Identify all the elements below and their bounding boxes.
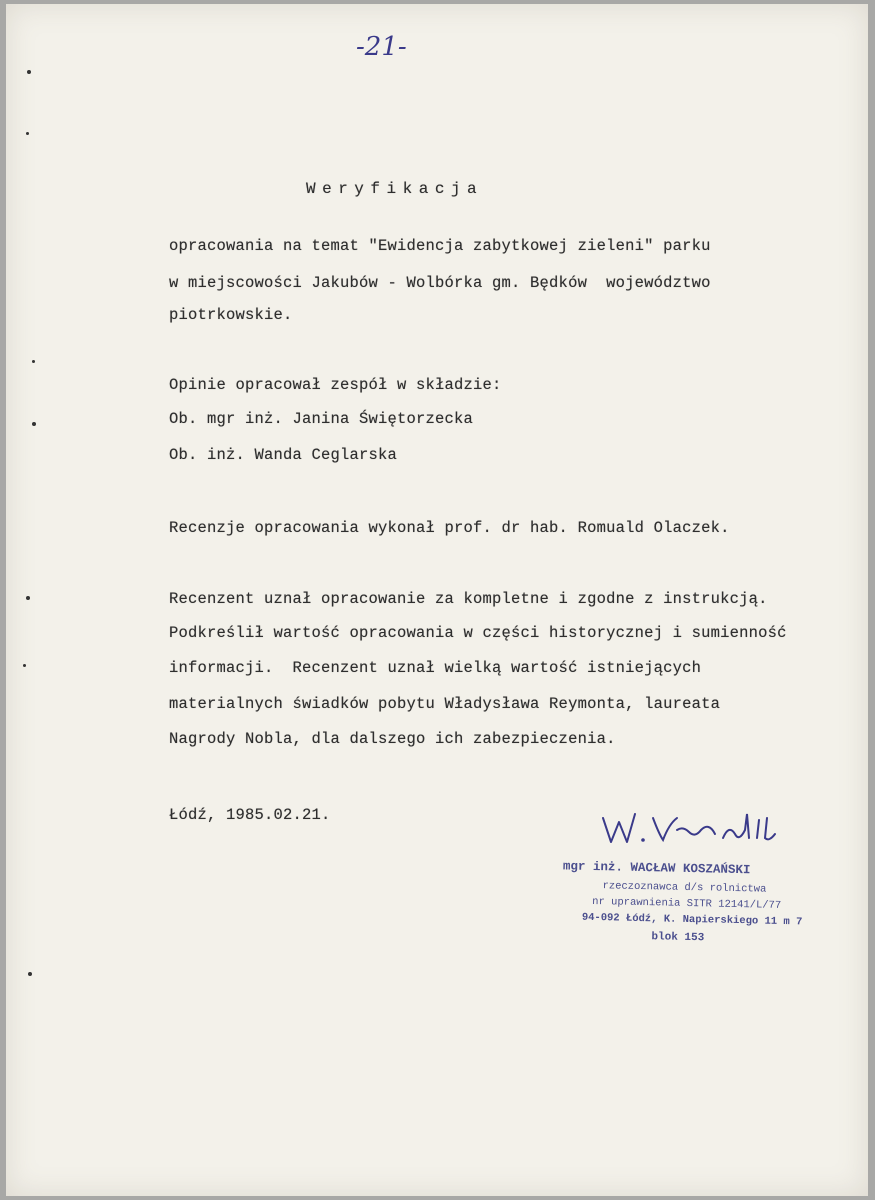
assessment-line-1: Recenzent uznał opracowanie za kompletne i zgodne z instrukcją. <box>169 590 768 608</box>
intro-line-2: w miejscowości Jakubów - Wolbórka gm. Będków województwo <box>169 274 711 292</box>
team-line-1: Opinie opracował zespół w składzie: <box>169 376 502 394</box>
document-page <box>6 4 868 1196</box>
margin-mark <box>26 596 30 600</box>
margin-mark <box>32 422 36 426</box>
stamp-block: blok 153 <box>651 931 705 945</box>
assessment-line-4: materialnych świadków pobytu Władysława Reymonta, laureata <box>169 695 721 713</box>
document-title: Weryfikacja <box>306 180 484 198</box>
assessment-line-5: Nagrody Nobla, dla dalszego ich zabezpieczenia. <box>169 730 616 748</box>
stamp-role: rzeczoznawca d/s rolnictwa <box>602 880 767 896</box>
margin-mark <box>27 70 31 74</box>
assessment-line-3: informacji. Recenzent uznał wielką wartość istniejących <box>169 659 702 677</box>
stamp-name: mgr inż. WACŁAW KOSZAŃSKI <box>562 859 751 878</box>
page-number: -21- <box>356 32 407 62</box>
margin-mark <box>32 360 35 363</box>
margin-mark <box>26 132 29 135</box>
margin-mark <box>28 972 32 976</box>
assessment-line-2: Podkreślił wartość opracowania w części historycznej i sumienność <box>169 624 787 642</box>
stamp-address: 94-092 Łódź, K. Napierskiego 11 m 7 <box>581 911 803 929</box>
stamp-license: nr uprawnienia SITR 12141/L/77 <box>592 895 782 912</box>
margin-mark <box>23 664 26 667</box>
place-date: Łódź, 1985.02.21. <box>169 806 331 824</box>
review-line: Recenzje opracowania wykonał prof. dr hab. Romuald Olaczek. <box>169 519 730 537</box>
intro-line-3: piotrkowskie. <box>169 306 293 324</box>
team-line-3: Ob. inż. Wanda Ceglarska <box>169 446 398 464</box>
signature <box>599 804 789 854</box>
intro-line-1: opracowania na temat "Ewidencja zabytkowej zieleni" parku <box>169 237 711 255</box>
official-stamp <box>553 859 825 965</box>
team-line-2: Ob. mgr inż. Janina Świętorzecka <box>169 410 474 428</box>
